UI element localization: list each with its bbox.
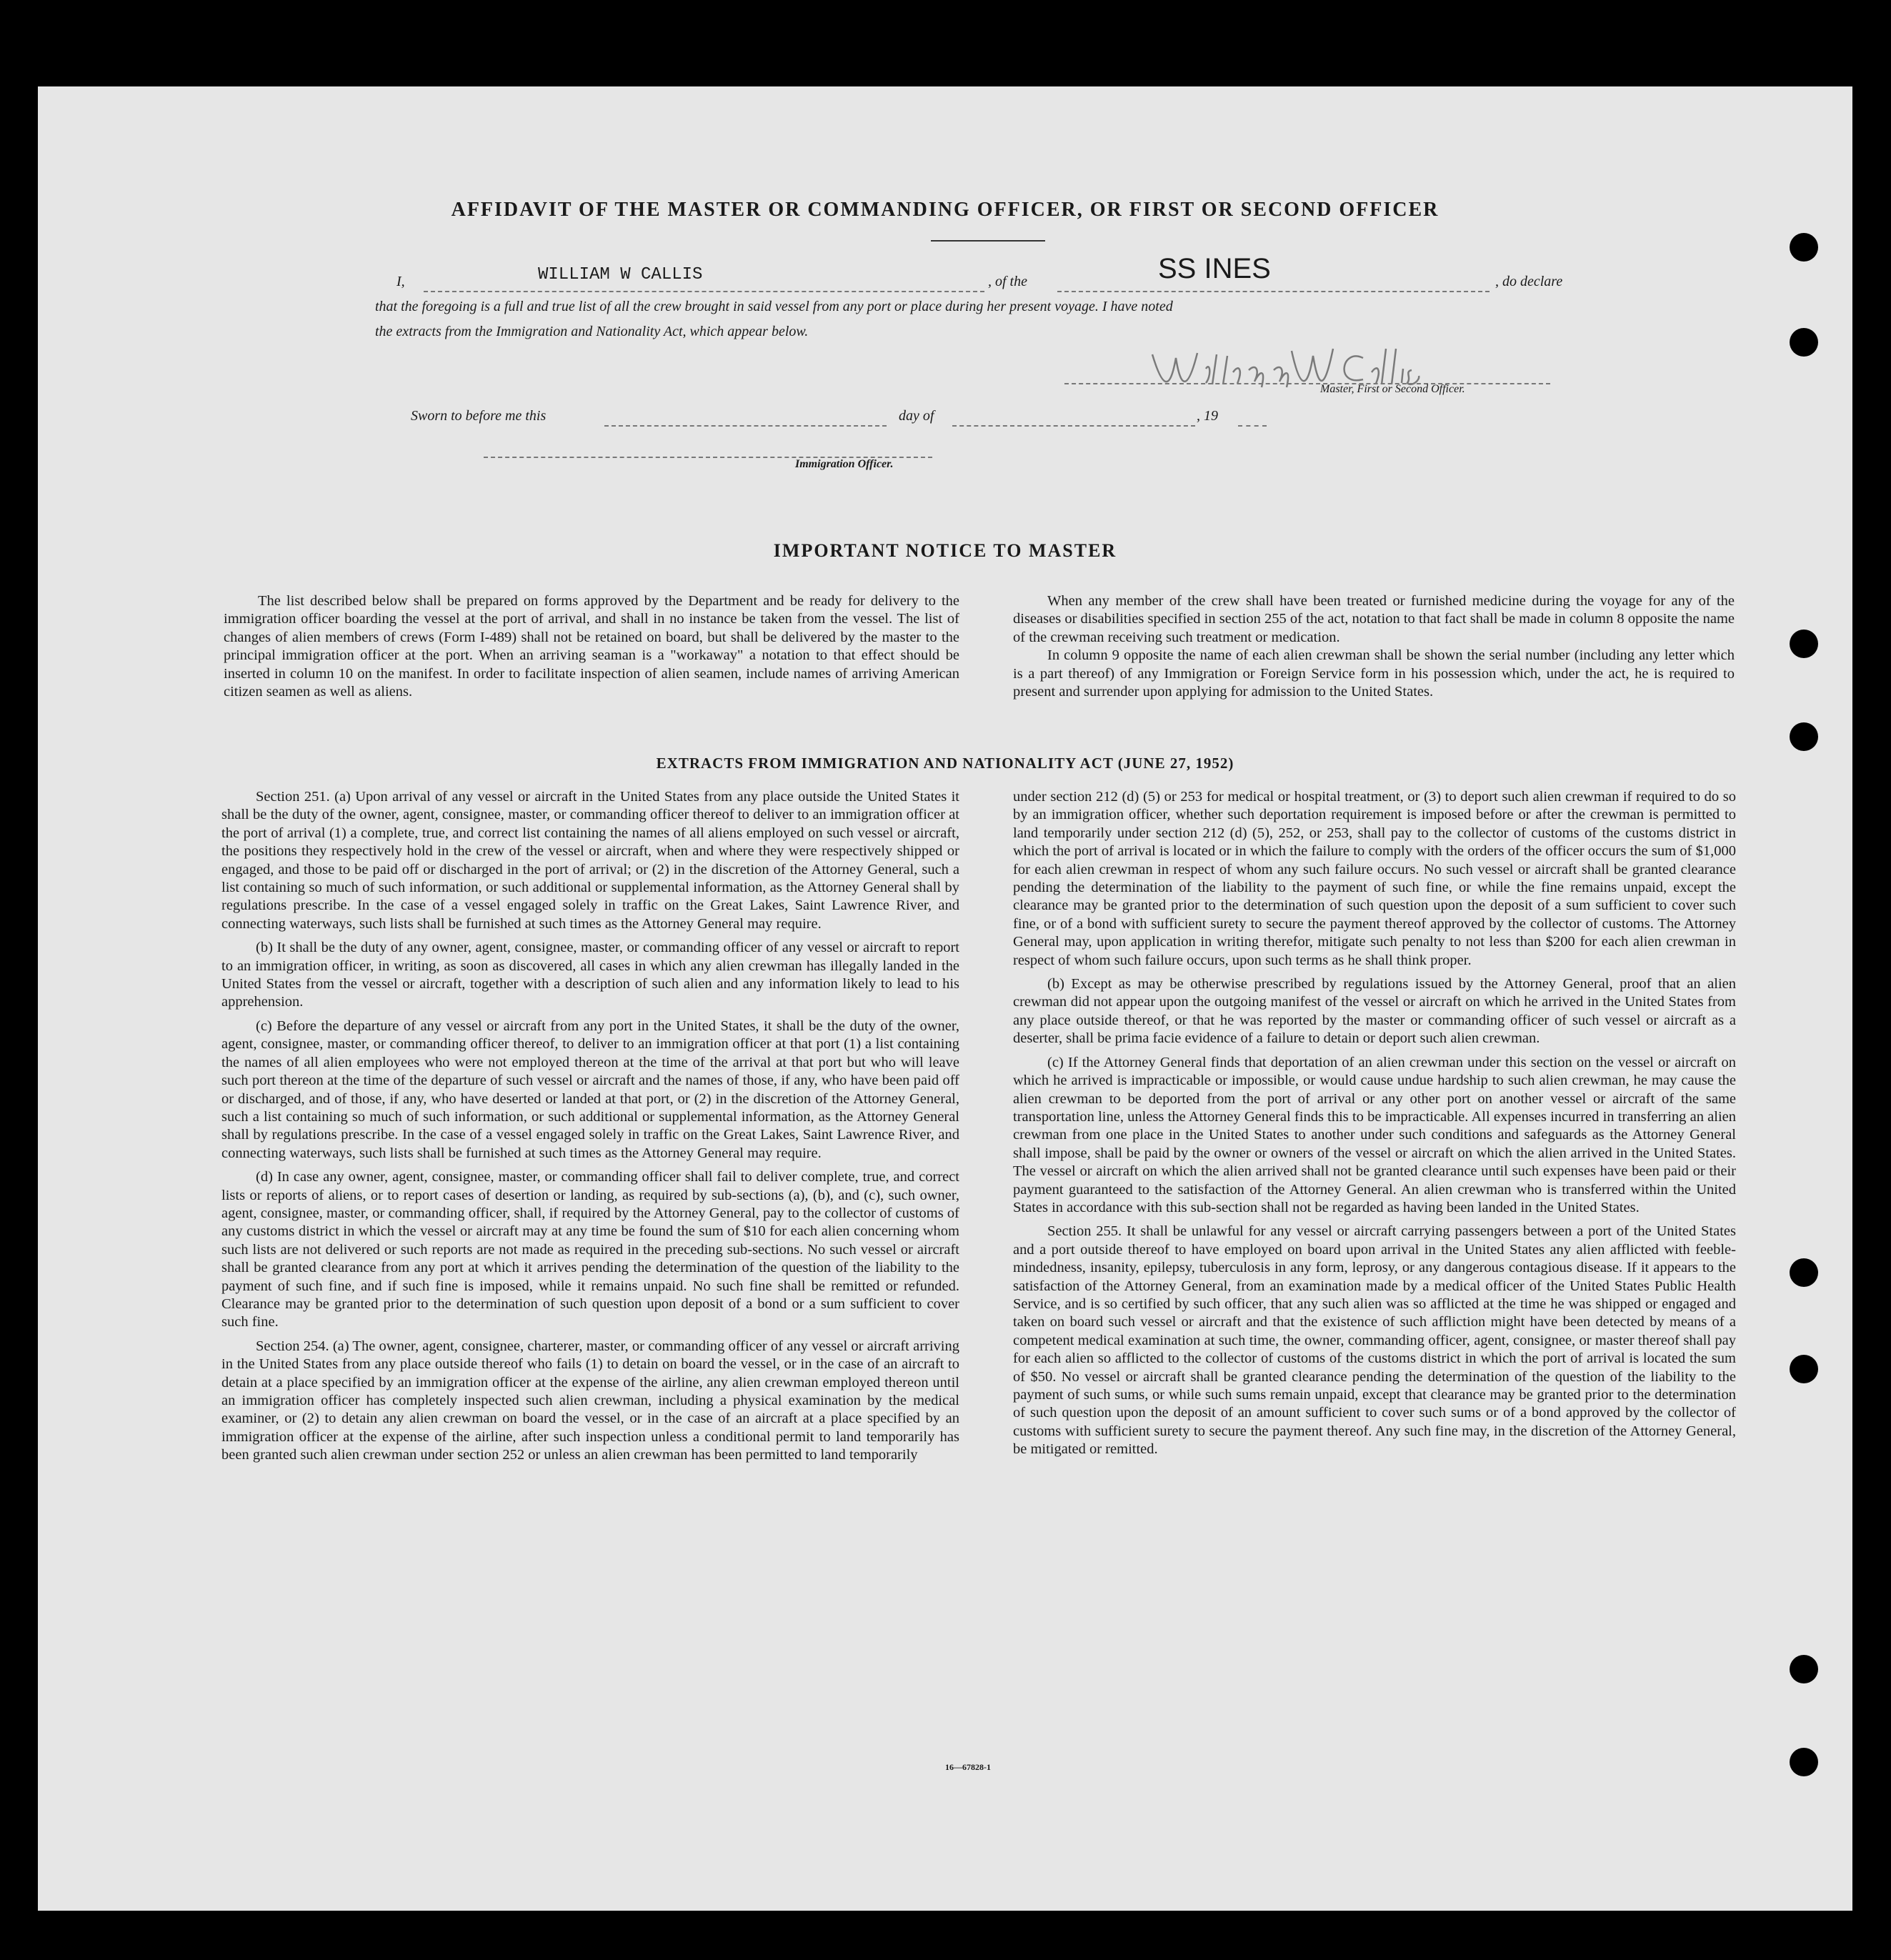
punch-hole-icon — [1790, 1355, 1818, 1383]
notice-right-text-1: When any member of the crew shall have been treated or furnished medicine during the voyage for any of the diseases or disabilities specified in section 255 of the act, notation to that fact shall be made in column 8 opposite the name of the crewman receiving such treatment or medication. — [1013, 593, 1735, 645]
signature-caption: Master, First or Second Officer. — [1320, 383, 1465, 395]
do-declare-label: , do declare — [1495, 274, 1563, 289]
punch-hole-icon — [1790, 722, 1818, 751]
section-254-b: (b) Except as may be otherwise prescribed by regulations issued by the Attorney General, proof that an alien crewman did not appear upon the outgoing manifest of the vessel or aircraft on which he arrived in the United States from any place outside thereof, or that he was reported by the master or commanding officer of such vessel or aircraft as a deserter, shall be prima facie evidence of a failure to detain or deport such alien crewman. — [1013, 976, 1736, 1047]
notice-left-text: The list described below shall be prepared on forms approved by the Department and be ready for delivery to the immigration officer boarding the vessel at the port of arrival, and shall in no instance be taken from the vessel. The list of changes of alien members of crews (Form I-489) shall not be retained on board, but shall be delivered by the master to the principal immigration officer at the port. When an arriving seaman is a "workaway" a notation to that effect should be inserted in column 10 on the manifest. In order to facilitate inspection of alien seamen, include names of arriving American citizen seamen as well as aliens. — [224, 593, 959, 700]
sworn-label: Sworn to before me this — [411, 408, 547, 424]
punch-hole-icon — [1790, 328, 1818, 357]
officer-caption: Immigration Officer. — [795, 458, 894, 470]
i-label: I, — [396, 274, 405, 289]
notice-title: IMPORTANT NOTICE TO MASTER — [773, 540, 1117, 561]
notice-right-text-2: In column 9 opposite the name of each alien crewman shall be shown the serial number (including any letter which is a part thereof) of any Immigration or Foreign Service form in his possession which, under the act, he is required to present and surrender upon applying for admission to the United States. — [1013, 647, 1735, 700]
section-251-d: (d) In case any owner, agent, consignee, master, or commanding officer shall fail to deliver complete, true, and correct lists or reports of aliens, or to report cases of desertion or landing, as required by sub-sections (a), (b), and (c), such owner, agent, consignee, master, or commanding officer, shall, if required by the Attorney General, pay to the collector of customs of any customs district in which the vessel or aircraft may at any time be found the sum of $10 for each alien concerning whom such lists are not delivered or such reports are not made as required in the preceding sub-sections. No such vessel or aircraft shall be granted clearance from any port at which it arrives pending the determination of the question of the liability to the payment of such fine, and if such fine is imposed, while it remains unpaid. No such fine shall be remitted or refunded. Clearance may be granted prior to the determination of such question upon deposit of a bond or a sum sufficient to cover such fine. — [221, 1169, 959, 1330]
section-254-a: Section 254. (a) The owner, agent, consignee, charterer, master, or commanding officer of any vessel or aircraft arriving in the United States from any place outside thereof who fails (1) to detain on board the vessel, or in the case of an aircraft to detain at a place specified by an immigration officer at the expense of the airline, any alien crewman employed thereon until an immigration officer has completely inspected such alien crewman, including a physical examination by the medical examiner, or (2) to detain any alien crewman on board the vessel, or in the case of an aircraft at a place specified by an immigration officer at the expense of the airline, after such inspection unless a conditional permit to land temporarily has been granted such alien crewman under section 252 or unless an alien crewman has been permitted to land temporarily — [221, 1338, 959, 1463]
section-251-a: Section 251. (a) Upon arrival of any vessel or aircraft in the United States from any place outside the United States it shall be the duty of the owner, agent, consignee, master, or commanding officer thereof to deliver to an immigration officer at the port of arrival (1) a complete, true, and correct list containing the names of all aliens employed on such vessel or aircraft, the positions they respectively hold in the crew of the vessel or aircraft, when and where they were respectively shipped or engaged, and those to be paid off or discharged in the port of arrival; or (2) in the discretion of the Attorney General, such a list containing so much of such information, or such additional or supplemental information, as the Attorney General shall by regulations prescribe. In the case of a vessel engaged solely in traffic on the Great Lakes, Saint Lawrence River, and connecting waterways, such lists shall be furnished at such times as the Attorney General may require. — [221, 789, 959, 932]
punch-hole-icon — [1790, 233, 1818, 262]
extracts-right-column — [1013, 788, 1736, 1465]
vessel-name-field — [1057, 272, 1490, 292]
of-the-label: , of the — [988, 274, 1027, 289]
day-of-label: day of — [899, 408, 934, 424]
section-251-b: (b) It shall be the duty of any owner, agent, consignee, master, or commanding officer of any vessel or aircraft to report to an immigration officer, in writing, as soon as discovered, all cases in which any alien crewman has illegally landed in the United States from the vessel or aircraft, together with a description of such alien and any information likely to lead to his apprehension. — [221, 940, 959, 1010]
extracts-title: EXTRACTS FROM IMMIGRATION AND NATIONALITY ACT (JUNE 27, 1952) — [656, 755, 1234, 772]
declaration-line-1: that the foregoing is a full and true list of all the crew brought in said vessel from any port or place during her present voyage. I have noted — [375, 299, 1173, 314]
section-254-a-continued: under section 212 (d) (5) or 253 for medical or hospital treatment, or (3) to deport such alien crewman if required to do so by an immigration officer, whether such deportation requirement is imposed before or after the crewman is permitted to land temporarily under section 212 (d) (5), 252, or 253, shall pay to the collector of customs of the customs district in which the port of arrival is located or in which the failure to comply with the orders of the officer occurs the sum of $1,000 for each alien crewman in respect of whom any such failure occurs. No such vessel or aircraft shall be granted clearance pending the determination of the liability to the payment of such fine, or while the fine remains unpaid, except the clearance may be granted prior to the determination of such question upon the deposit of a sum sufficient to cover such fine, or of a bond with sufficient surety to secure the payment thereof approved by the collector of customs. The Attorney General may, upon application in writing therefor, mitigate such penalty to not less than $200 for each alien crewman in respect of whom such failure occurs, upon such terms as he shall think proper. — [1013, 789, 1736, 968]
sworn-date-field — [604, 408, 887, 427]
form-number: 16—67828-1 — [945, 1762, 991, 1772]
master-name-value: WILLIAM W CALLIS — [538, 265, 703, 284]
section-254-c: (c) If the Attorney General finds that deportation of an alien crewman under this section on the vessel or aircraft on which he arrived is impracticable or impossible, or would cause undue hardship to such alien crewman, he may cause the alien crewman to be deported from the port of arrival or any other port on another vessel or aircraft of the same transportation line, unless the Attorney General finds this to be impracticable. All expenses incurred in transferring an alien crewman from one place in the United States to another under such conditions and safeguards as the Attorney General shall impose, shall be paid by the owner or owners of the vessel or aircraft on which the alien arrived in the United States. The vessel or aircraft on which the alien arrived shall not be granted clearance until such expenses have been paid or their payment guaranteed to the satisfaction of the Attorney General. An alien crewman who is transferred within the United States in accordance with this sub-section shall not be regarded as having been landed in the United States. — [1013, 1054, 1736, 1215]
declaration-line-2: the extracts from the Immigration and Nationality Act, which appear below. — [375, 324, 809, 339]
punch-hole-icon — [1790, 1748, 1818, 1776]
notice-right-column — [1013, 592, 1735, 701]
extracts-left-column — [221, 788, 959, 1471]
affidavit-title: AFFIDAVIT OF THE MASTER OR COMMANDING OFFICER, OR FIRST OR SECOND OFFICER — [451, 199, 1440, 221]
title-divider — [931, 240, 1045, 242]
punch-hole-icon — [1790, 1258, 1818, 1287]
vessel-name-value: SS INES — [1158, 253, 1271, 284]
section-255: Section 255. It shall be unlawful for any vessel or aircraft carrying passengers between a port of the United States and a port outside thereof to have employed on board upon arrival in the United States any alien afflicted with feeble-mindedness, insanity, epilepsy, tuberculosis in any form, leprosy, or any dangerous contagious disease. If it appears to the satisfaction of the Attorney General, from an examination made by a medical officer of the United States Public Health Service, and is so certified by such officer, that any such alien was so afflicted at the time he was shipped or engaged and taken on board such vessel or aircraft and that the existence of such affliction might have been detected by means of a competent medical examination at such time, the owner, commanding officer, agent, consignee, or master thereof shall pay for each alien so afflicted to the collector of customs of the customs district in which the port of arrival is located the sum of $50. No vessel or aircraft shall be granted clearance pending the determination of the question of the liability to the payment of such sums, or while such sums remain unpaid, except that clearance may be granted prior to the determination of such question upon the deposit of an amount sufficient to cover such sums or of a bond approved by the collector of customs with sufficient surety to secure the payment thereof. Any such fine may, in the discretion of the Attorney General, be mitigated or remitted. — [1013, 1223, 1736, 1458]
punch-hole-icon — [1790, 630, 1818, 658]
year-field — [1238, 408, 1267, 427]
master-name-field — [424, 272, 984, 292]
notice-left-column — [224, 592, 959, 701]
section-251-c: (c) Before the departure of any vessel or aircraft from any port in the United States, it shall be the duty of the owner, agent, consignee, master, or commanding officer thereof, to deliver to an immigration officer at that port (1) a list containing the names of all alien employees who were not employed thereon at the time of the arrival at that port but who will leave such port thereon at the time of the departure of such vessel or aircraft and the names of those, if any, who have been paid off or discharged, and of those, if any, who have deserted or landed at that port, or (2) in the discretion of the Attorney General, such a list containing so much of such information, or such additional or supplemental information, as the Attorney General shall by regulations prescribe. In the case of a vessel engaged solely in traffic on the Great Lakes, Saint Lawrence River, and connecting waterways, such lists shall be furnished at such times as the Attorney General may require. — [221, 1018, 959, 1161]
year-label: , 19 — [1197, 408, 1218, 424]
month-field — [952, 408, 1195, 427]
punch-hole-icon — [1790, 1655, 1818, 1683]
document-page — [38, 86, 1852, 1911]
immigration-officer-line — [484, 449, 932, 458]
